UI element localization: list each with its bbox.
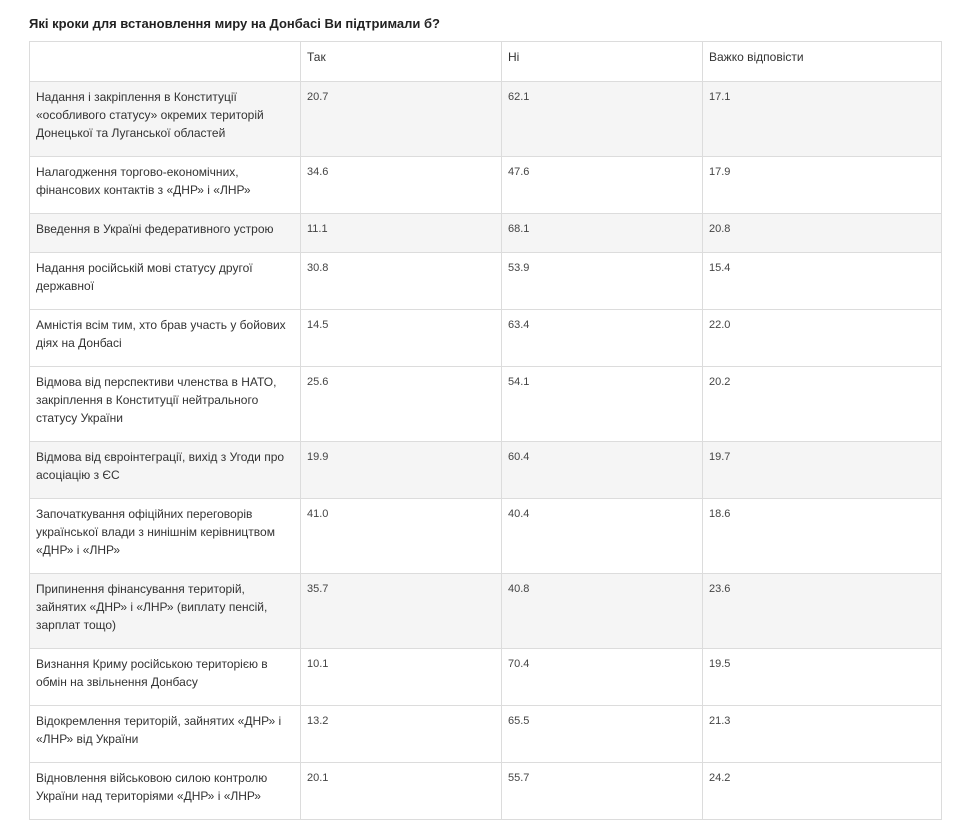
hard-value: 17.1 [703,82,942,157]
table-row [30,499,942,574]
yes-value: 20.7 [301,82,502,157]
no-value: 47.6 [502,157,703,214]
hard-value: 19.7 [703,442,942,499]
yes-value: 19.9 [301,442,502,499]
row-label: Відмова від перспективи членства в НАТО, закріплення в Конституції нейтрального статусу України [30,367,301,442]
yes-value: 10.1 [301,649,502,706]
no-value: 40.8 [502,574,703,649]
no-value: 70.4 [502,649,703,706]
row-label: Відокремлення територій, зайнятих «ДНР» і «ЛНР» від України [30,706,301,763]
yes-value: 11.1 [301,214,502,253]
yes-value: 41.0 [301,499,502,574]
no-value: 55.7 [502,763,703,820]
yes-value: 20.1 [301,763,502,820]
row-label: Визнання Криму російською територією в обмін на звільнення Донбасу [30,649,301,706]
table-row [30,157,942,214]
hard-value: 19.5 [703,649,942,706]
table-header-row [30,42,942,82]
hard-value: 17.9 [703,157,942,214]
no-value: 65.5 [502,706,703,763]
hard-value: 18.6 [703,499,942,574]
row-label: Надання і закріплення в Конституції «особливого статусу» окремих територій Донецької та Луганської областей [30,82,301,157]
hard-value: 15.4 [703,253,942,310]
no-value: 63.4 [502,310,703,367]
row-label: Відмова від євроінтеграції, вихід з Угоди про асоціацію з ЄС [30,442,301,499]
hard-value: 24.2 [703,763,942,820]
yes-value: 14.5 [301,310,502,367]
no-value: 54.1 [502,367,703,442]
no-value: 68.1 [502,214,703,253]
table-row [30,442,942,499]
yes-value: 34.6 [301,157,502,214]
table-row [30,82,942,157]
row-label: Відновлення військовою силою контролю України над територіями «ДНР» і «ЛНР» [30,763,301,820]
hard-value: 22.0 [703,310,942,367]
no-value: 60.4 [502,442,703,499]
row-label: Припинення фінансування територій, зайнятих «ДНР» і «ЛНР» (виплату пенсій, зарплат тощо) [30,574,301,649]
header-cell-yes: Так [301,42,502,82]
hard-value: 20.8 [703,214,942,253]
yes-value: 13.2 [301,706,502,763]
page-title: Які кроки для встановлення миру на Донбасі Ви підтримали б? [29,16,440,31]
hard-value: 21.3 [703,706,942,763]
yes-value: 35.7 [301,574,502,649]
hard-value: 20.2 [703,367,942,442]
row-label: Введення в Україні федеративного устрою [30,214,301,253]
row-label: Амністія всім тим, хто брав участь у бойових діях на Донбасі [30,310,301,367]
table-row [30,706,942,763]
row-label: Надання російській мові статусу другої державної [30,253,301,310]
table-row [30,214,942,253]
no-value: 40.4 [502,499,703,574]
survey-table [29,41,942,820]
table-row [30,310,942,367]
header-cell-hard-to-answer: Важко відповісти [703,42,942,82]
header-cell-no: Ні [502,42,703,82]
header-cell-empty [30,42,301,82]
yes-value: 25.6 [301,367,502,442]
table-row [30,367,942,442]
row-label: Налагодження торгово-економічних, фінансових контактів з «ДНР» і «ЛНР» [30,157,301,214]
table-row [30,574,942,649]
yes-value: 30.8 [301,253,502,310]
no-value: 62.1 [502,82,703,157]
hard-value: 23.6 [703,574,942,649]
row-label: Започаткування офіційних переговорів української влади з нинішнім керівництвом «ДНР» і «ЛНР» [30,499,301,574]
table-row [30,253,942,310]
table-row [30,649,942,706]
table-row [30,763,942,820]
no-value: 53.9 [502,253,703,310]
